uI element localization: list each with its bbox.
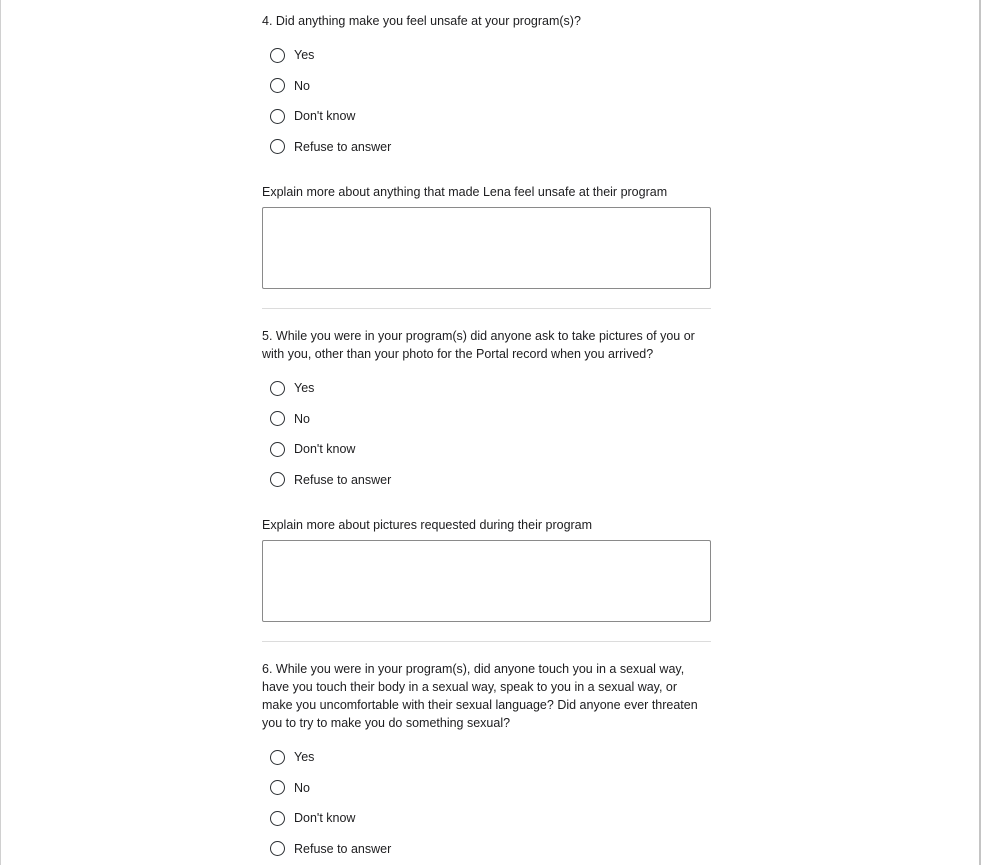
- radio-circle-icon[interactable]: [270, 811, 285, 826]
- radio-option-dont-know[interactable]: [270, 803, 711, 834]
- explain-label: Explain more about pictures requested during their program: [262, 518, 593, 532]
- radio-circle-icon[interactable]: [270, 109, 285, 124]
- radio-circle-icon[interactable]: [270, 780, 285, 795]
- radio-circle-icon[interactable]: [270, 139, 285, 154]
- radio-option-yes[interactable]: [270, 40, 711, 71]
- option-label: No: [294, 780, 310, 795]
- question-text: 4. Did anything make you feel unsafe at your program(s)?: [262, 14, 581, 28]
- radio-option-dont-know[interactable]: [270, 101, 711, 132]
- option-label: Don't know: [294, 442, 356, 457]
- divider: [262, 641, 711, 642]
- radio-group: [270, 742, 711, 864]
- radio-option-dont-know[interactable]: [270, 434, 711, 465]
- radio-circle-icon[interactable]: [270, 48, 285, 63]
- option-label: No: [294, 78, 310, 93]
- radio-group: [270, 40, 711, 162]
- question-4: [262, 12, 711, 289]
- radio-circle-icon[interactable]: [270, 841, 285, 856]
- radio-group: [270, 373, 711, 495]
- radio-circle-icon[interactable]: [270, 442, 285, 457]
- radio-circle-icon[interactable]: [270, 750, 285, 765]
- radio-option-no[interactable]: [270, 404, 711, 435]
- survey-form: [262, 12, 711, 864]
- option-label: Refuse to answer: [294, 841, 392, 856]
- radio-option-refuse[interactable]: [270, 834, 711, 865]
- radio-option-no[interactable]: [270, 773, 711, 804]
- option-label: Yes: [294, 48, 315, 63]
- explain-pictures-textarea[interactable]: [262, 540, 711, 622]
- radio-circle-icon[interactable]: [270, 381, 285, 396]
- explain-label: Explain more about anything that made Lena feel unsafe at their program: [262, 185, 668, 199]
- option-label: Yes: [294, 750, 315, 765]
- option-label: Yes: [294, 381, 315, 396]
- radio-option-yes[interactable]: [270, 373, 711, 404]
- option-label: Don't know: [294, 109, 356, 124]
- question-text: 6. While you were in your program(s), did anyone touch you in a sexual way, have you touch their body in a sexual way, speak to you in a sexual way, or make you uncomfortable with their sexual language? Did anyone ever threaten you to try to make you do something sexual?: [262, 662, 698, 730]
- option-label: No: [294, 411, 310, 426]
- option-label: Refuse to answer: [294, 139, 392, 154]
- divider: [262, 308, 711, 309]
- radio-option-refuse[interactable]: [270, 132, 711, 163]
- radio-circle-icon[interactable]: [270, 78, 285, 93]
- radio-option-refuse[interactable]: [270, 465, 711, 496]
- question-text: 5. While you were in your program(s) did anyone ask to take pictures of you or with you, other than your photo for the Portal record when you arrived?: [262, 329, 695, 361]
- explain-unsafe-textarea[interactable]: [262, 207, 711, 289]
- option-label: Refuse to answer: [294, 472, 392, 487]
- question-6: [262, 660, 711, 864]
- option-label: Don't know: [294, 811, 356, 826]
- radio-option-no[interactable]: [270, 71, 711, 102]
- radio-circle-icon[interactable]: [270, 472, 285, 487]
- radio-circle-icon[interactable]: [270, 411, 285, 426]
- question-5: [262, 327, 711, 622]
- radio-option-yes[interactable]: [270, 742, 711, 773]
